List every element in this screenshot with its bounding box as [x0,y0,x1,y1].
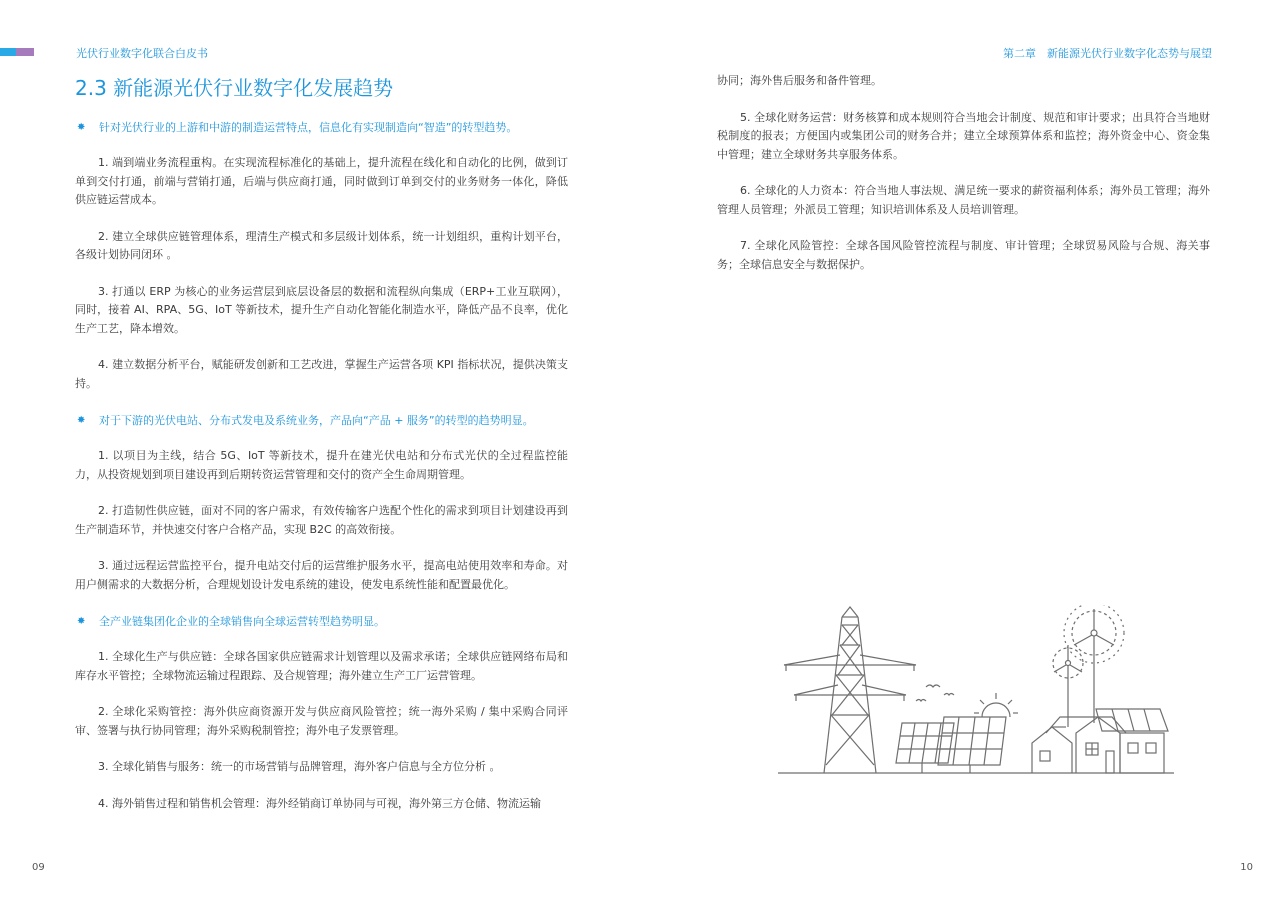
bullet-text: 针对光伏行业的上游和中游的制造运营特点，信息化有实现制造向“智造”的转型趋势。 [99,121,518,134]
section-title: 2.3 新能源光伏行业数字化发展趋势 [75,76,394,100]
bullet-text: 对于下游的光伏电站、分布式发电及系统业务，产品向“产品 + 服务”的转型的趋势明显。 [99,414,534,427]
page-number-right: 10 [1240,862,1253,873]
header-accent-bar-purple [16,48,34,56]
solar-panels-icon [896,717,1006,773]
body-paragraph: 4. 海外销售过程和销售机会管理：海外经销商订单协同与可视，海外第三方仓储、物流运输 [98,796,541,810]
sun-icon [974,693,1018,717]
houses-icon [1032,709,1168,773]
bullet-heading [75,118,568,137]
body-paragraph: 1. 全球化生产与供应链：全球各国家供应链需求计划管理以及需求承诺；全球供应链网络布局和库存水平管控；全球物流运输过程跟踪、及合规管理；海外建立生产工厂运营管理。 [75,650,568,682]
body-paragraph: 2. 全球化采购管控：海外供应商资源开发与供应商风险管控；统一海外采购 / 集中采购合同评审、签署与执行协同管理；海外采购税制管控；海外电子发票管理。 [75,705,568,737]
body-paragraph: 3. 通过远程运营监控平台，提升电站交付后的运营维护服务水平，提高电站使用效率和寿命。对用户侧需求的大数据分析，合理规划设计发电系统的建设，使发电系统性能和配置最优化。 [75,559,568,591]
transmission-tower-icon [784,607,916,773]
body-paragraph: 2. 建立全球供应链管理体系，理清生产模式和多层级计划体系，统一计划组织，重构计划平台，各级计划协同闭环 。 [75,229,568,261]
body-paragraph: 6. 全球化的人力资本：符合当地人事法规、满足统一要求的薪资福利体系；海外员工管理；海外管理人员管理；外派员工管理；知识培训体系及人员培训管理。 [717,184,1210,216]
body-paragraph: 2. 打造韧性供应链，面对不同的客户需求，有效传输客户选配个性化的需求到项目计划建设再到生产制造环节，并快速交付客户合格产品，实现 B2C 的高效衔接。 [75,504,568,536]
bullet-icon: ✸ [77,415,86,426]
body-paragraph: 协同；海外售后服务和备件管理。 [717,74,882,87]
bullet-heading [75,411,568,430]
birds-icon [916,685,954,701]
page-number-left: 09 [32,862,45,873]
bullet-text: 全产业链集团化企业的全球销售向全球运营转型趋势明显。 [99,615,385,628]
body-paragraph: 1. 以项目为主线，结合 5G、IoT 等新技术，提升在建光伏电站和分布式光伏的全过程监控能力，从投资规划到项目建设再到后期转资运营管理和交付的资产全生命周期管理。 [75,449,568,481]
body-paragraph: 5. 全球化财务运营：财务核算和成本规则符合当地会计制度、规范和审计要求；出具符合当地财税制度的报表；方便国内或集团公司的财务合并；建立全球预算体系和监控；海外资金中心、资金集中管理；建立全球财务共享服务体系。 [717,110,1210,161]
right-column [717,72,1210,292]
bullet-icon: ✸ [77,122,86,133]
bullet-heading [75,612,568,631]
running-header-left: 光伏行业数字化联合白皮书 [76,47,208,60]
left-column [75,118,568,831]
running-header-right: 第二章 新能源光伏行业数字化态势与展望 [1003,47,1212,60]
bullet-icon: ✸ [77,616,86,627]
body-paragraph: 3. 打通以 ERP 为核心的业务运营层到底层设备层的数据和流程纵向集成（ERP+工业互联网），同时，接着 AI、RPA、5G、IoT 等新技术，提升生产自动化智能化制造水平，降低产品不良率，优化生产工艺，降本增效。 [75,284,568,335]
solar-wind-illustration-icon [776,605,1176,777]
header-accent-bar-cyan [0,48,16,56]
body-paragraph: 7. 全球化风险管控：全球各国风险管控流程与制度、审计管理；全球贸易风险与合规、海关事务；全球信息安全与数据保护。 [717,239,1210,271]
body-paragraph: 4. 建立数据分析平台，赋能研发创新和工艺改进，掌握生产运营各项 KPI 指标状况，提供决策支持。 [75,358,568,390]
body-paragraph: 1. 端到端业务流程重构。在实现流程标准化的基础上，提升流程在线化和自动化的比例，做到订单到交付打通，前端与营销打通，后端与供应商打通，同时做到订单到交付的业务财务一体化，降低供应链运营成本。 [75,156,568,206]
body-paragraph: 3. 全球化销售与服务：统一的市场营销与品牌管理，海外客户信息与全方位分析 。 [98,760,501,773]
